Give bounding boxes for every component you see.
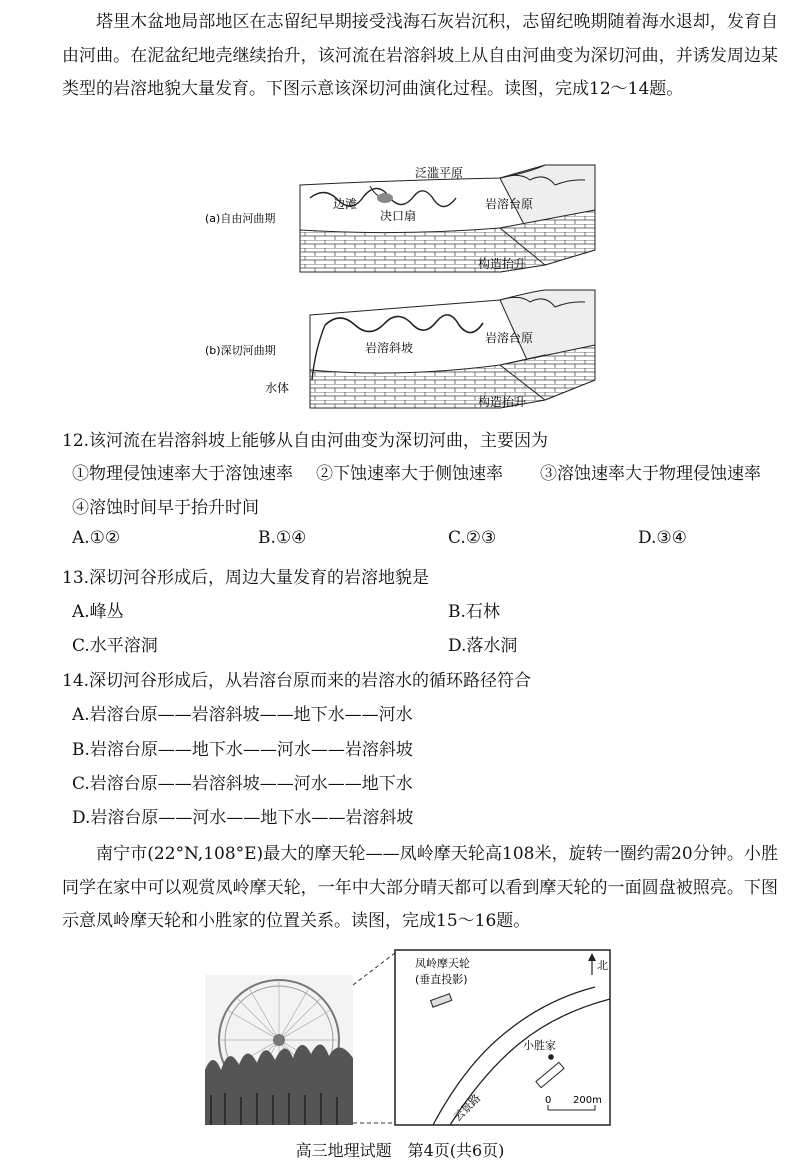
q12-statement-1: ①物理侵蚀速率大于溶蚀速率: [72, 464, 293, 484]
label-slope: 岩溶斜坡: [365, 341, 414, 355]
ferris-wheel-figure: [205, 945, 615, 1135]
intro-paragraph-2: 南宁市(22°N,108°E)最大的摩天轮——凤岭摩天轮高108米，旋转一圈约需20分钟。小胜同学在家中可以观赏凤岭摩天轮，一年中大部分晴天都可以看到摩天轮的一面圆盘被照亮。下图示意凤岭摩天轮和小胜家的位置关系。读图，完成15～16题。: [62, 844, 778, 931]
label-plateau-a: 岩溶台原: [485, 197, 534, 211]
panel-b: [310, 290, 595, 408]
q12-statement-3: ③溶蚀速率大于物理侵蚀速率: [540, 464, 761, 484]
q12-option-b[interactable]: B.①④: [258, 528, 307, 548]
q13-option-c[interactable]: C.水平溶洞: [72, 636, 158, 656]
label-projection: (垂直投影): [415, 973, 468, 986]
q12-option-a[interactable]: A.①②: [72, 528, 121, 548]
label-fan: 决口扇: [380, 209, 417, 223]
q12-statement-2: ②下蚀速率大于侧蚀速率: [316, 464, 503, 484]
q14-option-b[interactable]: B.岩溶台原——地下水——河水——岩溶斜坡: [72, 740, 413, 760]
label-home: 小胜家: [523, 1039, 556, 1052]
label-north: 北: [597, 959, 608, 972]
intro-paragraph-1: 塔里木盆地局部地区在志留纪早期接受浅海石灰岩沉积，志留纪晚期随着海水退却，发育自由河曲。在泥盆纪地壳继续抬升，该河流在岩溶斜坡上从自由河曲变为深切河曲，并诱发周边某类型的岩溶地貌大量发育。下图示意该深切河曲演化过程。读图，完成12～14题。: [62, 12, 778, 99]
label-scale-200m: 200m: [573, 1095, 602, 1106]
q12-option-d[interactable]: D.③④: [638, 528, 687, 548]
q12-stem: 12.该河流在岩溶斜坡上能够从自由河曲变为深切河曲，主要因为: [62, 431, 549, 451]
label-road: 云景路: [450, 1091, 484, 1125]
q12-option-c[interactable]: C.②③: [448, 528, 497, 548]
page-footer: 高三地理试题 第4页(共6页): [295, 1141, 505, 1160]
fig-label-a: (a)自由河曲期: [205, 212, 276, 225]
q13-stem: 13.深切河谷形成后，周边大量发育的岩溶地貌是: [62, 568, 430, 588]
ferris-wheel-photo: [205, 975, 353, 1125]
label-scale-0: 0: [545, 1095, 552, 1106]
q12-statement-4: ④溶蚀时间早于抬升时间: [72, 498, 259, 518]
q14-option-c[interactable]: C.岩溶台原——岩溶斜坡——河水——地下水: [72, 774, 413, 794]
label-bar: 边滩: [333, 197, 358, 211]
q13-option-d[interactable]: D.落水洞: [448, 636, 518, 656]
fig-label-b: (b)深切河曲期: [205, 344, 276, 357]
label-uplift-a: 构造抬升: [478, 257, 527, 271]
q14-option-d[interactable]: D.岩溶台原——河水——地下水——岩溶斜坡: [72, 808, 414, 828]
label-water: 水体: [265, 381, 290, 395]
karst-meander-figure: [200, 160, 600, 420]
label-plateau-b: 岩溶台原: [485, 331, 534, 345]
q14-stem: 14.深切河谷形成后，从岩溶台原而来的岩溶水的循环路径符合: [62, 671, 532, 691]
home-marker: [548, 1054, 554, 1060]
q14-option-a[interactable]: A.岩溶台原——岩溶斜坡——地下水——河水: [72, 705, 413, 725]
label-uplift-b: 构造抬升: [478, 395, 527, 409]
q13-option-a[interactable]: A.峰丛: [72, 602, 124, 622]
panel-a: [300, 165, 595, 272]
q13-option-b[interactable]: B.石林: [448, 602, 500, 622]
label-wheel: 凤岭摩天轮: [415, 957, 470, 970]
label-floodplain: 泛滥平原: [415, 166, 464, 180]
